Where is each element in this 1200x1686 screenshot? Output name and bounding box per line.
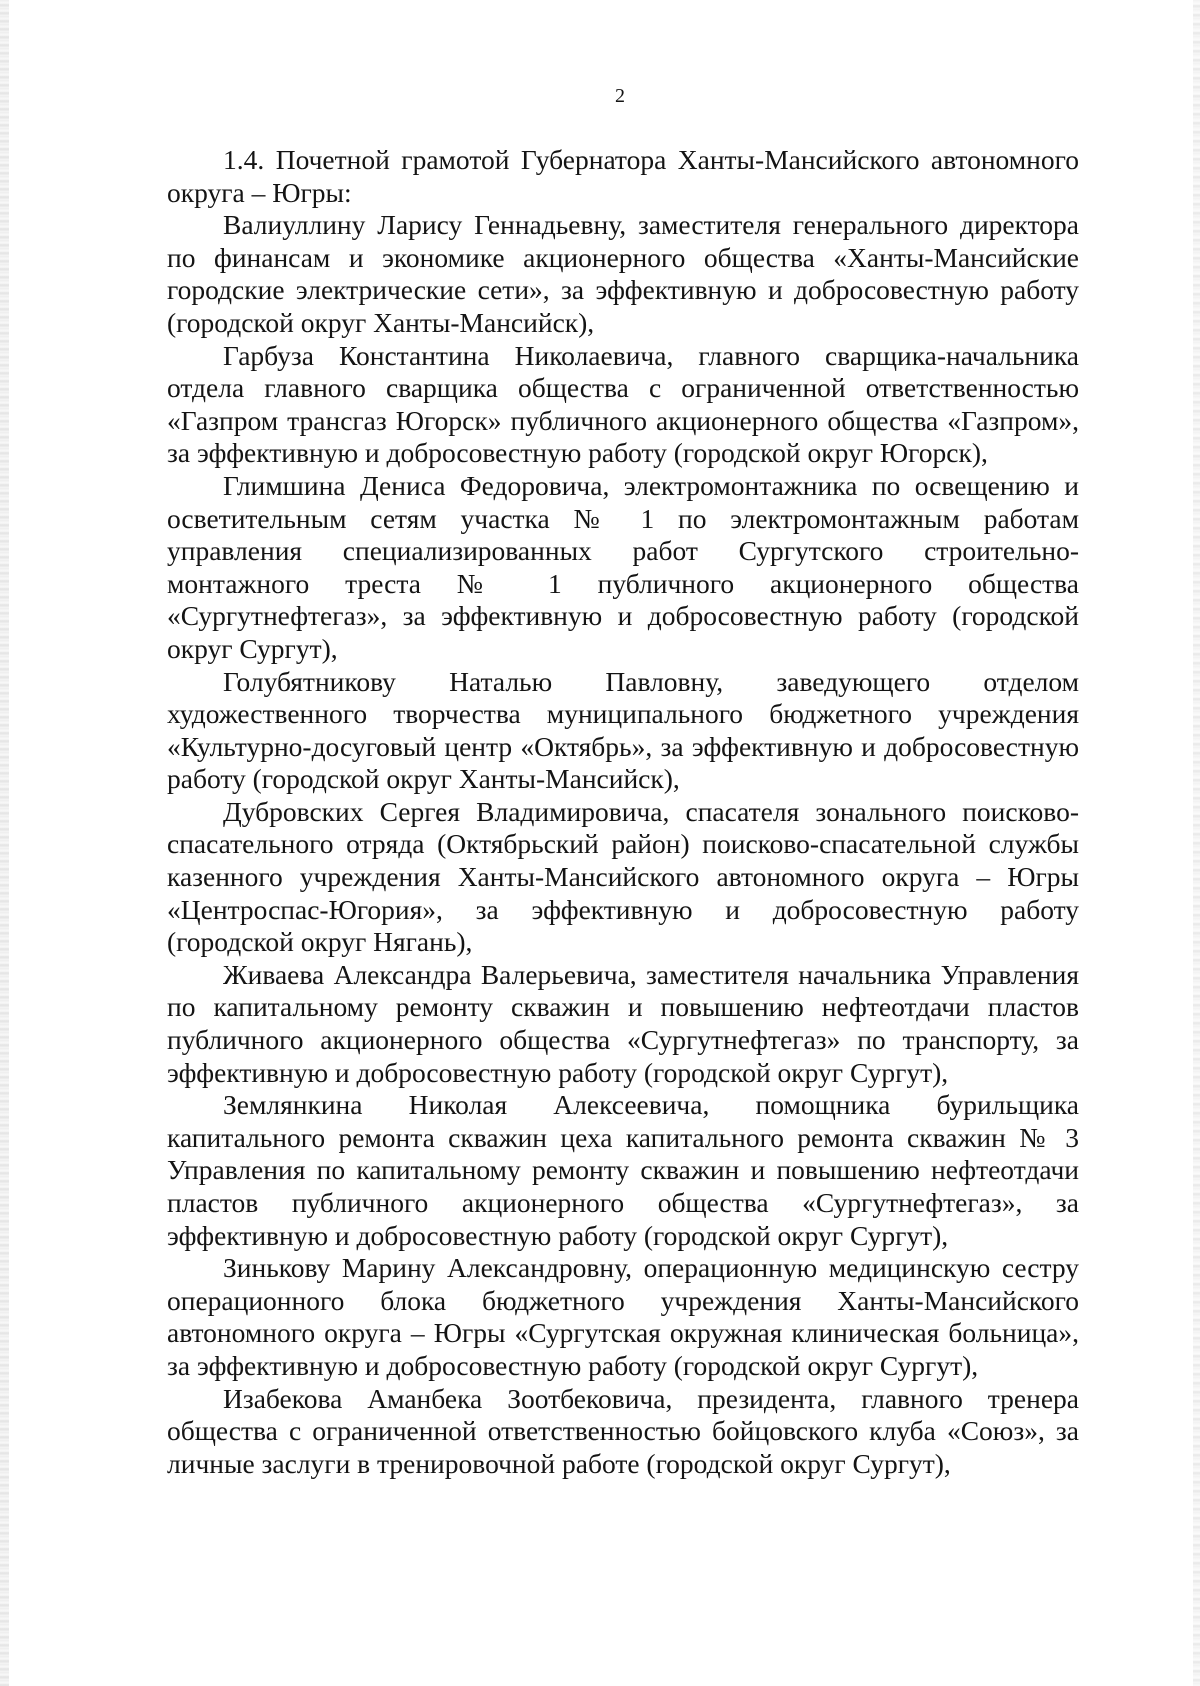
scan-edge-left [0, 0, 9, 1686]
award-paragraph: Дубровских Сергея Владимировича, спасателя зонального поисково-спасательного отряда (Октябрьский район) поисково-спасательной службы казенного учреждения Ханты-Мансийского автономного округа – Югры «Центроспас-Югория», за эффективную и добросовестную работу (городской округ Нягань), [167, 795, 1079, 958]
award-paragraph: Гарбуза Константина Николаевича, главного сварщика-начальника отдела главного сварщика общества с ограниченной ответственностью «Газпром трансгаз Югорск» публичного акционерного общества «Газпром», за эффективную и добросовестную работу (городской округ Югорск), [167, 339, 1079, 469]
page-number: 2 [615, 85, 625, 107]
award-paragraph: Валиуллину Ларису Геннадьевну, заместителя генерального директора по финансам и экономике акционерного общества «Ханты-Мансийские городские электрические сети», за эффективную и добросовестную работу (городской округ Ханты-Мансийск), [167, 209, 1079, 338]
award-paragraph: Изабекова Аманбека Зоотбековича, президента, главного тренера общества с ограниченной ответственностью бойцовского клуба «Союз», за личные заслуги в тренировочной работе (городской округ Сургут), [167, 1382, 1079, 1479]
award-paragraph: Зинькову Марину Александровну, операционную медицинскую сестру операционного блока бюджетного учреждения Ханты-Мансийского автономного округа – Югры «Сургутская окружная клиническая больница», за эффективную и добросовестную работу (городской округ Сургут), [167, 1252, 1079, 1381]
section-heading: 1.4. Почетной грамотой Губернатора Ханты-Мансийского автономного округа – Югры: [167, 144, 1079, 208]
award-paragraph: Землянкина Николая Алексеевича, помощника бурильщика капитального ремонта скважин цеха капитального ремонта скважин № 3 Управления по капитальному ремонту скважин и повышению нефтеотдачи пластов публичного акционерного общества «Сургутнефтегаз», за эффективную и добросовестную работу (городской округ Сургут), [167, 1089, 1079, 1251]
award-paragraph: Глимшина Дениса Федоровича, электромонтажника по освещению и осветительным сетям участка № 1 по электромонтажным работам управления специализированных работ Сургутского строительно-монтажного треста № 1 публичного акционерного общества «Сургутнефтегаз», за эффективную и добросовестную работу (городской округ Сургут), [167, 469, 1079, 664]
scan-edge-right [1193, 0, 1200, 1686]
document-body [167, 144, 1079, 1480]
award-paragraph: Голубятникову Наталью Павловну, заведующего отделом художественного творчества муниципального бюджетного учреждения «Культурно-досуговый центр «Октябрь», за эффективную и добросовестную работу (городской округ Ханты-Мансийск), [167, 665, 1079, 795]
award-paragraph: Живаева Александра Валерьевича, заместителя начальника Управления по капитальному ремонту скважин и повышению нефтеотдачи пластов публичного акционерного общества «Сургутнефтегаз» по транспорту, за эффективную и добросовестную работу (городской округ Сургут), [167, 958, 1079, 1088]
